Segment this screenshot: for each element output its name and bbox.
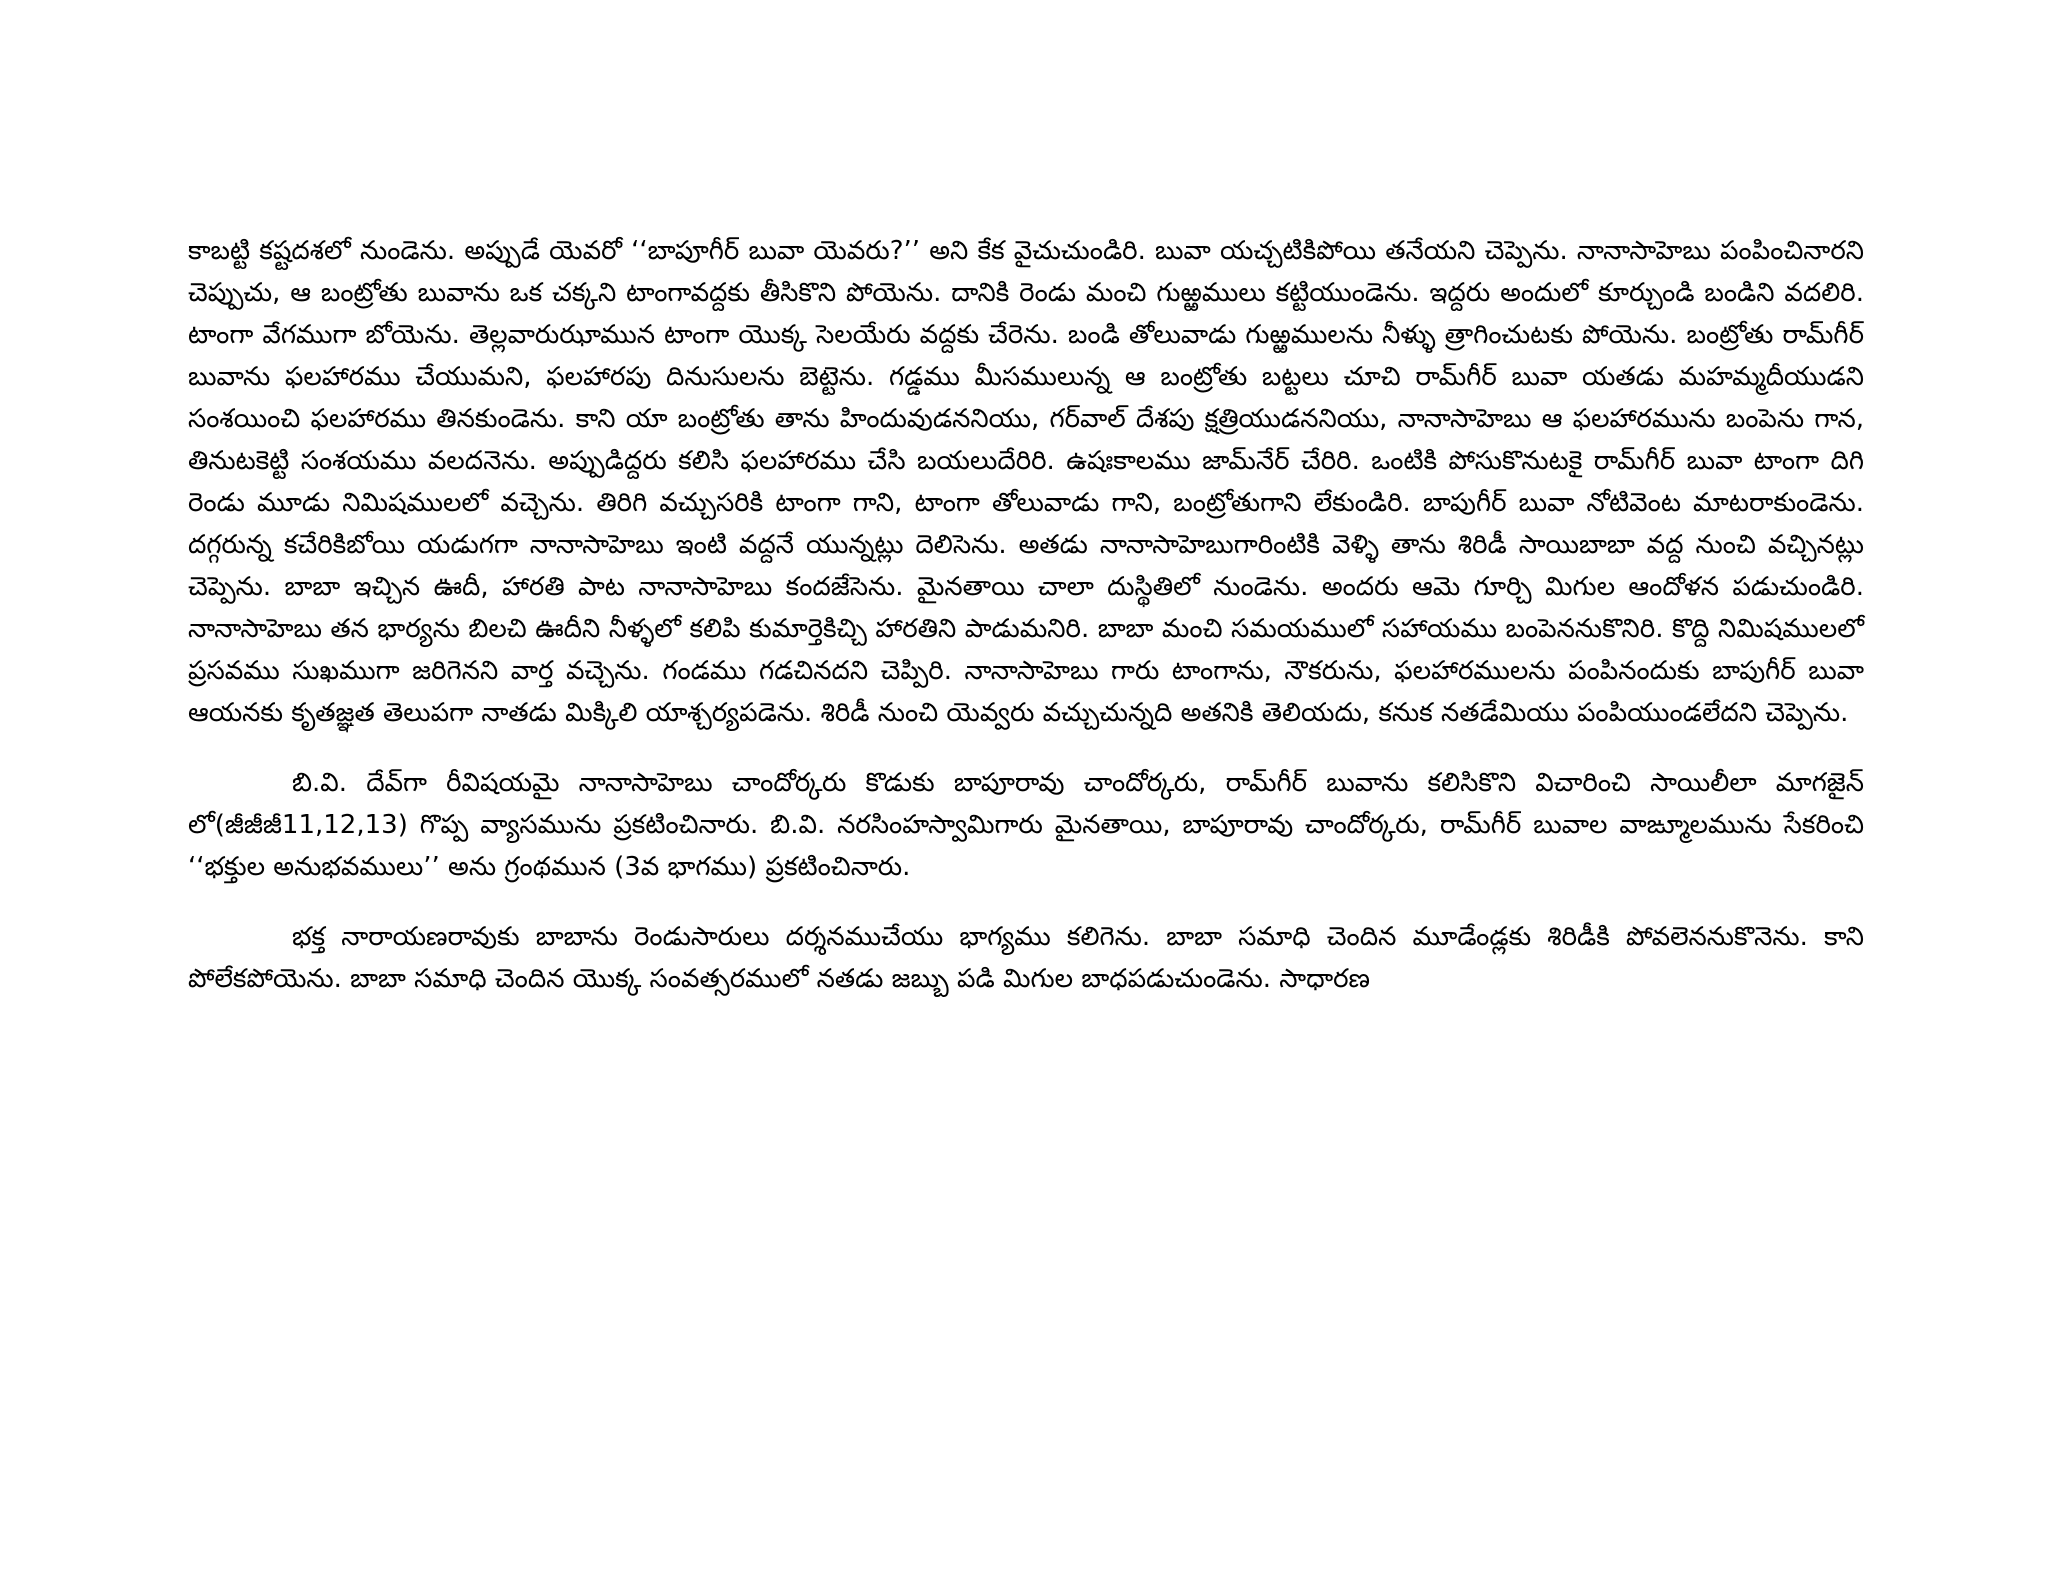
paragraph-1: కాబట్టి కష్టదశలో నుండెను. అప్పుడే యెవరో ‘‘బాపూగీర్ బువా యెవరు?’’ అని కేక వైచుచుండిరి. బువా యచ్చటికిపోయి తనేయని చెప్పెను. నానాసాహెబు పంపించినారని చెప్పుచు, ఆ బంట్రోతు బువాను ఒక చక్కని టాంగావద్దకు తీసికొని పోయెను. దానికి రెండు మంచి గుఱ్ఱములు కట్టియుండెను. ఇద్దరు అందులో కూర్చుండి బండిని వదలిరి. టాంగా వేగముగా బోయెను. తెల్లవారుఝామున టాంగా యొక్క సెలయేరు వద్దకు చేరెను. బండి తోలువాడు గుఱ్ఱములను నీళ్ళు త్రాగించుటకు పోయెను. బంట్రోతు రామ్‌గీర్ బువాను ఫలహారము చేయుమని, ఫలహారపు దినుసులను బెట్టెను. గడ్డము మీసములున్న ఆ బంట్రోతు బట్టలు చూచి రామ్‌గీర్ బువా యతడు మహమ్మదీయుడని సంశయించి ఫలహారము తినకుండెను. కాని యా బంట్రోతు తాను హిందువుడననియు, గర్‌వాల్ దేశపు క్షత్రియుడననియు, నానాసాహెబు ఆ ఫలహారమును బంపెను గాన, తినుటకెట్టి సంశయము వలదనెను. అప్పుడిద్దరు కలిసి ఫలహారము చేసి బయలుదేరిరి. ఉషఃకాలము జామ్‌నేర్ చేరిరి. ఒంటికి పోసుకొనుటకై రామ్‌గీర్ బువా టాంగా దిగి రెండు మూడు నిమిషములలో వచ్చెను. తిరిగి వచ్చుసరికి టాంగా గాని, టాంగా తోలువాడు గాని, బంట్రోతుగాని లేకుండిరి. బాపుగీర్ బువా నోటివెంట మాటరాకుండెను. దగ్గరున్న కచేరికిబోయి యడుగగా నానాసాహెబు ఇంటి వద్దనే యున్నట్లు దెలిసెను. అతడు నానాసాహెబుగారింటికి వెళ్ళి తాను శిరిడీ సాయిబాబా వద్ద నుంచి వచ్చినట్లు చెప్పెను. బాబా ఇచ్చిన ఊదీ, హారతి పాట నానాసాహెబు కందజేసెను. మైనతాయి చాలా దుస్థితిలో నుండెను. అందరు ఆమె గూర్చి మిగుల ఆందోళన పడుచుండిరి. నానాసాహెబు తన భార్యను బిలచి ఊదీని నీళ్ళలో కలిపి కుమార్తెకిచ్చి హారతిని పాడుమనిరి. బాబా మంచి సమయములో సహాయము బంపెననుకొనిరి. కొద్ది నిమిషములలో ప్రసవము సుఖముగా జరిగెనని వార్త వచ్చెను. గండము గడచినదని చెప్పిరి. నానాసాహెబు గారు టాంగాను, నౌకరును, ఫలహారములను పంపినందుకు బాపుగీర్ బువా ఆయనకు కృతజ్ఞత తెలుపగా నాతడు మిక్కిలి యాశ్చర్యపడెను. శిరిడీ నుంచి యెవ్వరు వచ్చుచున్నది అతనికి తెలియదు, కనుక నతడేమియు పంపియుండలేదని చెప్పెను. (188, 236, 1864, 728)
paragraph-2: బి.వి. దేవ్‌గా రీవిషయమై నానాసాహెబు చాందోర్కరు కొడుకు బాపూరావు చాందోర్కరు, రామ్‌గీర్ బువాను కలిసికొని విచారించి సాయిలీలా మాగజైన్ లో(జీజీజీ11,12,13) గొప్ప వ్యాసమును ప్రకటించినారు. బి.వి. నరసింహస్వామిగారు మైనతాయి, బాపూరావు చాందోర్కరు, రామ్‌గీర్ బువాల వాఙ్మూలమును సేకరించి ‘‘భక్తుల అనుభవములు’’ అను గ్రంథమున (3వ భాగము) ప్రకటించినారు. (188, 768, 1864, 882)
paragraph-3: భక్త నారాయణరావుకు బాబాను రెండుసారులు దర్శనముచేయు భాగ్యము కలిగెను. బాబా సమాధి చెందిన మూడేండ్లకు శిరిడీకి పోవలెననుకొనెను. కాని పోలేకపోయెను. బాబా సమాధి చెందిన యొక్క సంవత్సరములో నతడు జబ్బు పడి మిగుల బాధపడుచుండెను. సాధారణ (188, 922, 1864, 994)
document-page (188, 230, 1864, 1000)
